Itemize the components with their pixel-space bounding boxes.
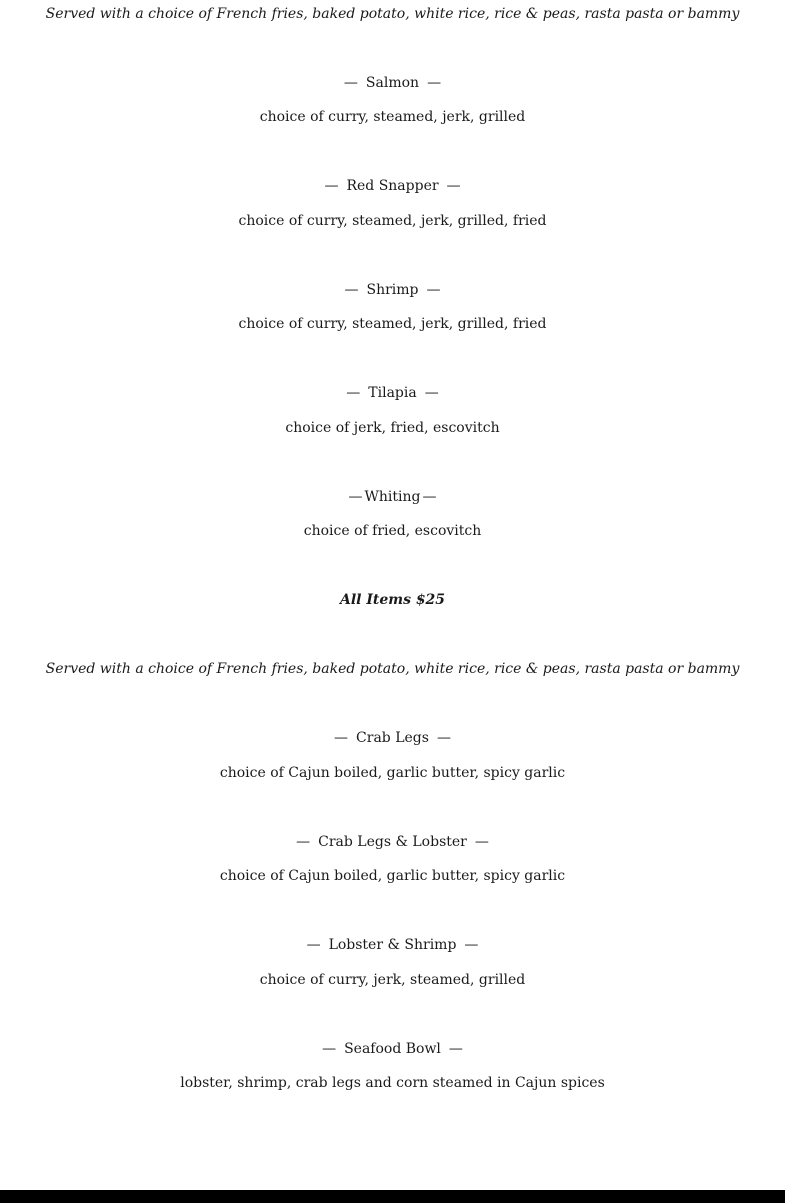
item-title-whiting [0,488,785,506]
item-name: Whiting [364,489,421,505]
item-desc-seafood-bowl: lobster, shrimp, crab legs and corn steamed in Cajun spices [180,1075,605,1091]
em-dash: — [344,282,359,298]
item-desc-shrimp: choice of curry, steamed, jerk, grilled, fried [238,316,547,332]
item-title-seafood-bowl [0,1040,785,1058]
item-desc-crab-legs: choice of Cajun boiled, garlic butter, spicy garlic [219,765,566,781]
item-desc-red-snapper: choice of curry, steamed, jerk, grilled, fried [238,213,547,229]
price-note: All Items $25 [339,592,446,608]
em-dash: — [448,1041,463,1057]
item-name: Seafood Bowl [344,1041,441,1057]
em-dash: — [343,75,358,91]
em-dash: — [348,489,363,505]
em-dash: — [296,834,311,850]
item-title-crab-legs [0,729,785,747]
em-dash: — [334,730,349,746]
em-dash: — [424,385,439,401]
em-dash: — [436,730,451,746]
item-name: Lobster & Shrimp [328,937,457,953]
em-dash: — [306,937,321,953]
item-title-shrimp [0,281,785,299]
item-name: Crab Legs & Lobster [318,834,467,850]
em-dash: — [474,834,489,850]
em-dash: — [426,282,441,298]
item-desc-salmon: choice of curry, steamed, jerk, grilled [259,109,526,125]
em-dash: — [346,385,361,401]
item-title-salmon [0,74,785,92]
item-title-red-snapper [0,177,785,195]
section2-intro: Served with a choice of French fries, baked potato, white rice, rice & peas, rasta pasta or bammy [45,661,740,677]
item-name: Red Snapper [346,178,439,194]
em-dash: — [322,1041,337,1057]
item-title-tilapia [0,384,785,402]
em-dash: — [422,489,437,505]
em-dash: — [427,75,442,91]
item-desc-lobster-shrimp: choice of curry, jerk, steamed, grilled [259,972,526,988]
item-name: Crab Legs [356,730,429,746]
em-dash: — [464,937,479,953]
footer-bar [0,1190,785,1203]
item-name: Shrimp [366,282,419,298]
item-name: Salmon [365,75,420,91]
section1-intro: Served with a choice of French fries, baked potato, white rice, rice & peas, rasta pasta or bammy [45,6,740,22]
em-dash: — [324,178,339,194]
item-desc-crab-legs-lobster: choice of Cajun boiled, garlic butter, spicy garlic [219,868,566,884]
item-desc-whiting: choice of fried, escovitch [303,523,482,539]
item-desc-tilapia: choice of jerk, fried, escovitch [285,420,500,436]
item-title-crab-legs-lobster [0,833,785,851]
em-dash: — [446,178,461,194]
item-title-lobster-shrimp [0,936,785,954]
item-name: Tilapia [368,385,417,401]
